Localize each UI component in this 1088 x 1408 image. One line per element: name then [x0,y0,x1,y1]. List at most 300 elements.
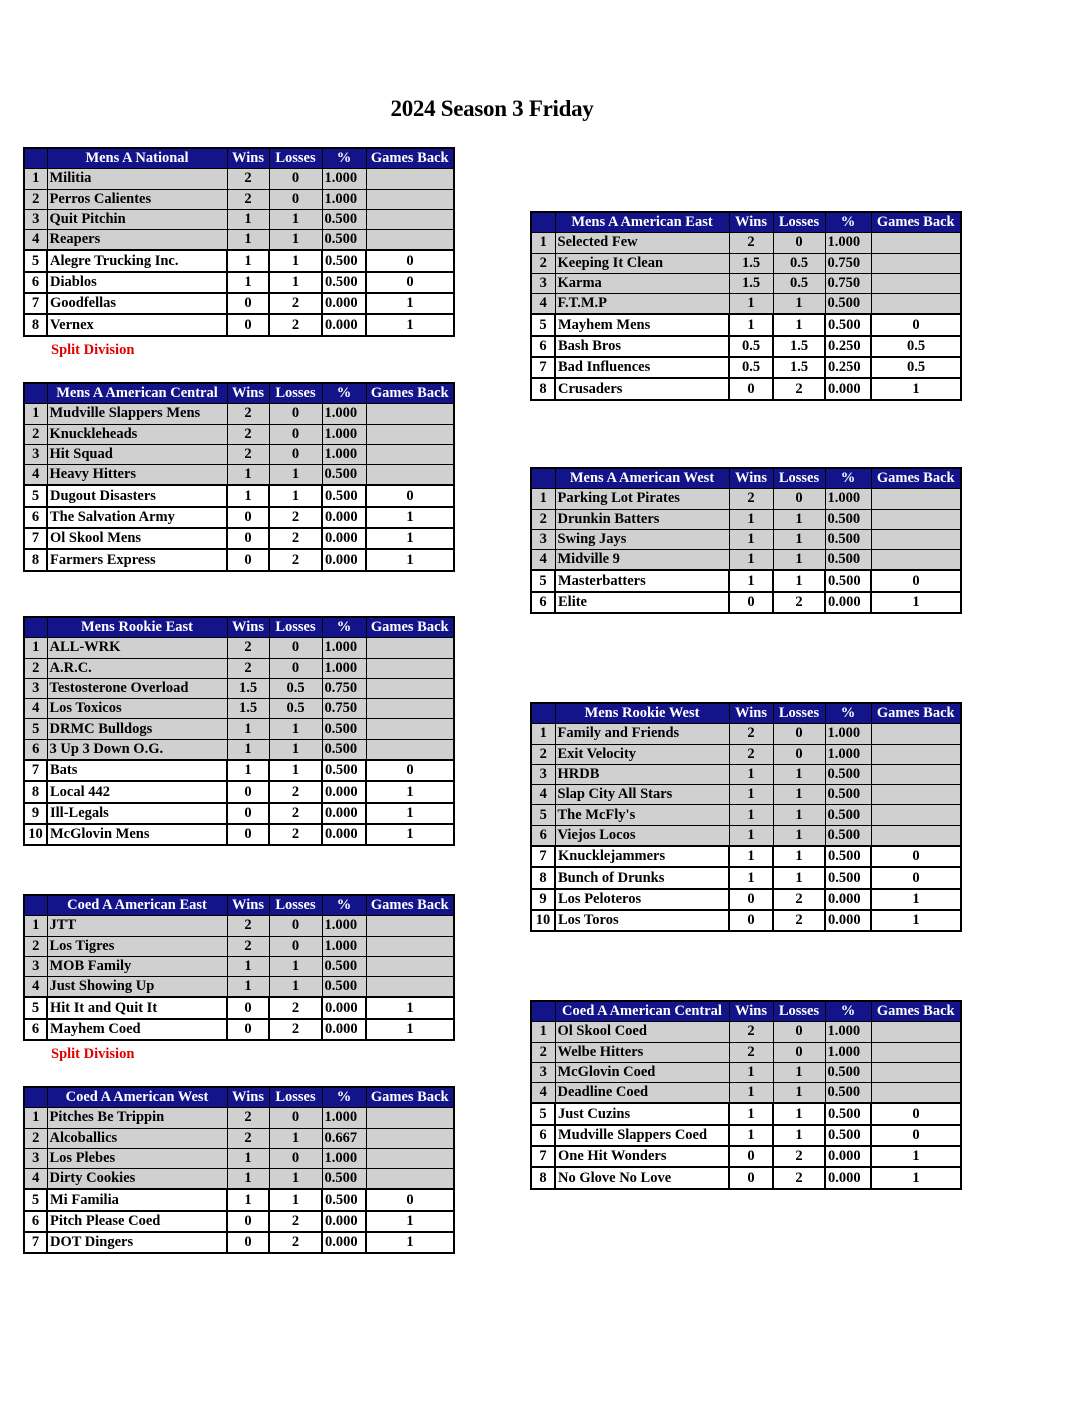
team-losses: 1 [773,529,825,549]
team-pct: 0.500 [825,867,871,888]
team-games-back [366,678,454,698]
team-losses: 1 [269,209,322,229]
team-rank: 8 [24,314,47,335]
rank-header [531,468,555,489]
team-pct: 0.500 [322,485,366,506]
team-pct: 0.250 [825,357,871,378]
team-name: Elite [555,592,729,613]
team-losses: 0.5 [773,253,825,273]
games-back-header: Games Back [366,148,454,169]
team-row [531,253,961,273]
standings-table [530,1000,962,1190]
team-name: Los Peloteros [555,889,729,910]
team-row [24,916,454,936]
team-name: Local 442 [47,781,227,802]
team-pct: 1.000 [825,744,871,764]
team-games-back [871,805,961,825]
team-row [531,1042,961,1062]
header-row [531,1001,961,1022]
team-row [531,889,961,910]
team-losses: 1.5 [773,357,825,378]
team-games-back: 1 [366,997,454,1018]
team-row [531,336,961,357]
team-row [24,1148,454,1168]
team-row [24,678,454,698]
team-games-back [366,638,454,658]
team-wins: 1 [227,1189,269,1210]
team-pct: 1.000 [825,489,871,509]
team-rank: 9 [24,803,47,824]
team-name: Testosterone Overload [47,678,227,698]
team-losses: 1 [269,719,322,739]
team-row [531,1125,961,1146]
team-name: Family and Friends [555,724,729,744]
team-row [531,509,961,529]
team-wins: 0 [227,781,269,802]
team-row [24,1128,454,1148]
team-wins: 1 [729,529,773,549]
team-pct: 0.500 [825,764,871,784]
team-losses: 2 [773,1146,825,1167]
team-pct: 0.000 [322,314,366,335]
team-pct: 0.500 [825,294,871,315]
team-losses: 1 [269,465,322,486]
team-rank: 5 [531,805,555,825]
team-rank: 4 [531,1083,555,1104]
team-losses: 2 [269,1211,322,1232]
team-wins: 1 [729,805,773,825]
team-row [531,785,961,805]
team-pct: 1.000 [322,444,366,464]
team-games-back [366,977,454,998]
wins-header: Wins [227,895,269,916]
team-pct: 1.000 [322,1108,366,1128]
wins-header: Wins [729,1001,773,1022]
rank-header [24,383,47,404]
team-games-back [871,529,961,549]
rank-header [24,148,47,169]
team-games-back [366,936,454,956]
team-pct: 0.500 [825,509,871,529]
team-rank: 10 [531,910,555,931]
team-games-back [366,404,454,424]
team-pct: 0.000 [322,507,366,528]
team-name: Quit Pitchin [47,209,227,229]
team-rank: 3 [24,956,47,976]
team-name: Perros Calientes [47,189,227,209]
team-wins: 1 [227,1169,269,1190]
team-wins: 2 [227,658,269,678]
team-pct: 0.500 [322,739,366,760]
team-pct: 0.750 [825,253,871,273]
team-pct: 1.000 [322,658,366,678]
team-games-back [366,209,454,229]
team-rank: 9 [531,889,555,910]
losses-header: Losses [773,468,825,489]
team-row [531,910,961,931]
team-name: No Glove No Love [555,1167,729,1188]
team-pct: 0.500 [322,230,366,251]
team-rank: 7 [531,1146,555,1167]
team-row [24,936,454,956]
team-rank: 1 [24,638,47,658]
team-wins: 2 [227,936,269,956]
team-losses: 2 [773,1167,825,1188]
team-wins: 1 [227,719,269,739]
team-name: JTT [47,916,227,936]
team-wins: 1 [227,1148,269,1168]
team-games-back: 1 [366,293,454,314]
header-row [24,617,454,638]
team-wins: 1 [729,1125,773,1146]
team-name: Diablos [47,272,227,293]
team-rank: 6 [24,1211,47,1232]
team-row [531,550,961,571]
team-losses: 2 [269,314,322,335]
team-rank: 6 [24,739,47,760]
rank-header [24,617,47,638]
team-name: Karma [555,273,729,293]
team-rank: 8 [24,781,47,802]
team-wins: 2 [227,404,269,424]
team-wins: 1 [227,739,269,760]
team-row [24,507,454,528]
team-rank: 3 [531,529,555,549]
losses-header: Losses [269,383,322,404]
team-games-back [871,1022,961,1042]
team-row [24,250,454,271]
losses-header: Losses [773,1001,825,1022]
rank-header [24,1087,47,1108]
pct-header: % [322,617,366,638]
wins-header: Wins [729,212,773,233]
team-pct: 1.000 [322,424,366,444]
team-losses: 1 [269,272,322,293]
team-name: Hit Squad [47,444,227,464]
standings-table [530,211,962,401]
team-games-back [871,785,961,805]
team-games-back: 1 [366,1019,454,1040]
team-wins: 2 [227,1108,269,1128]
team-wins: 1 [227,230,269,251]
wins-header: Wins [227,1087,269,1108]
rank-header [24,895,47,916]
team-row [531,592,961,613]
header-row [531,212,961,233]
team-pct: 1.000 [825,724,871,744]
team-losses: 2 [773,910,825,931]
team-games-back: 0 [871,314,961,335]
team-rank: 7 [24,528,47,549]
team-pct: 0.000 [825,592,871,613]
team-games-back [366,1128,454,1148]
team-games-back [366,444,454,464]
team-name: Goodfellas [47,293,227,314]
team-pct: 0.500 [825,550,871,571]
pct-header: % [825,1001,871,1022]
team-row [24,760,454,781]
team-games-back: 0 [366,1189,454,1210]
team-games-back [366,189,454,209]
team-games-back: 1 [366,507,454,528]
team-pct: 0.500 [825,529,871,549]
team-row [24,189,454,209]
team-pct: 0.000 [322,293,366,314]
team-row [24,1211,454,1232]
team-losses: 0.5 [269,678,322,698]
division-title: Mens A American Central [47,383,227,404]
team-wins: 0 [227,1232,269,1253]
team-wins: 1 [729,314,773,335]
team-games-back [366,658,454,678]
team-row [24,169,454,189]
team-row [24,803,454,824]
team-rank: 2 [24,936,47,956]
team-row [24,549,454,570]
pct-header: % [322,148,366,169]
header-row [531,703,961,724]
team-rank: 1 [24,916,47,936]
team-name: Alcoballics [47,1128,227,1148]
team-name: McGlovin Mens [47,824,227,845]
team-games-back: 1 [366,314,454,335]
team-row [531,570,961,591]
team-games-back [871,1083,961,1104]
team-wins: 1 [729,570,773,591]
team-wins: 0 [227,293,269,314]
team-row [531,825,961,846]
team-losses: 0 [269,169,322,189]
wins-header: Wins [227,383,269,404]
team-rank: 6 [24,272,47,293]
games-back-header: Games Back [871,468,961,489]
games-back-header: Games Back [871,1001,961,1022]
rank-header [531,1001,555,1022]
team-games-back: 0 [366,250,454,271]
team-wins: 2 [729,744,773,764]
losses-header: Losses [773,703,825,724]
team-name: Dirty Cookies [47,1169,227,1190]
team-name: Bats [47,760,227,781]
team-losses: 2 [269,549,322,570]
pct-header: % [322,1087,366,1108]
team-row [24,230,454,251]
team-losses: 1 [773,314,825,335]
team-wins: 2 [227,444,269,464]
team-row [24,977,454,998]
team-name: Midville 9 [555,550,729,571]
team-wins: 1 [227,977,269,998]
team-rank: 5 [531,570,555,591]
team-wins: 0 [227,528,269,549]
team-wins: 2 [227,424,269,444]
team-pct: 0.500 [322,465,366,486]
team-rank: 4 [24,977,47,998]
team-rank: 3 [24,1148,47,1168]
wins-header: Wins [227,617,269,638]
team-rank: 1 [531,724,555,744]
team-row [531,1146,961,1167]
team-wins: 0 [729,378,773,399]
team-rank: 5 [24,997,47,1018]
wins-header: Wins [227,148,269,169]
pct-header: % [322,895,366,916]
team-pct: 0.000 [322,1232,366,1253]
team-games-back [366,169,454,189]
team-rank: 7 [24,760,47,781]
team-wins: 1 [729,825,773,846]
team-row [24,1169,454,1190]
team-row [531,357,961,378]
team-rank: 7 [531,357,555,378]
team-wins: 0 [729,910,773,931]
team-games-back: 1 [366,1232,454,1253]
team-wins: 1 [227,760,269,781]
team-rank: 2 [531,509,555,529]
team-games-back: 0 [871,570,961,591]
header-row [24,1087,454,1108]
team-wins: 1 [729,785,773,805]
team-row [24,272,454,293]
team-name: Crusaders [555,378,729,399]
team-name: HRDB [555,764,729,784]
team-wins: 1.5 [729,253,773,273]
team-row [531,1167,961,1188]
team-games-back [871,764,961,784]
team-losses: 0 [773,744,825,764]
team-rank: 5 [24,485,47,506]
team-name: The McFly's [555,805,729,825]
team-wins: 1 [227,465,269,486]
team-wins: 0 [227,824,269,845]
wins-header: Wins [729,703,773,724]
team-losses: 1 [269,739,322,760]
team-name: DRMC Bulldogs [47,719,227,739]
team-rank: 1 [24,1108,47,1128]
team-pct: 0.000 [322,824,366,845]
team-pct: 0.000 [825,1146,871,1167]
team-pct: 0.500 [322,977,366,998]
team-losses: 0 [773,724,825,744]
team-wins: 0 [227,314,269,335]
team-pct: 0.000 [322,997,366,1018]
team-row [24,404,454,424]
team-games-back: 0 [871,1125,961,1146]
team-name: Bunch of Drunks [555,867,729,888]
team-row [24,465,454,486]
team-name: Los Toxicos [47,699,227,719]
team-row [531,314,961,335]
team-pct: 1.000 [322,169,366,189]
team-games-back [366,699,454,719]
team-row [24,997,454,1018]
team-pct: 0.500 [825,1062,871,1082]
team-wins: 0 [227,997,269,1018]
team-losses: 1 [269,1128,322,1148]
team-rank: 1 [24,404,47,424]
team-games-back [366,465,454,486]
team-wins: 1.5 [227,699,269,719]
standings-table [530,467,962,614]
team-pct: 0.000 [322,528,366,549]
division-title: Mens A American East [555,212,729,233]
team-name: Mayhem Coed [47,1019,227,1040]
team-row [24,293,454,314]
team-rank: 5 [24,250,47,271]
team-games-back: 1 [871,592,961,613]
team-wins: 2 [227,169,269,189]
team-losses: 2 [269,528,322,549]
team-wins: 2 [729,489,773,509]
team-losses: 0.5 [773,273,825,293]
team-name: One Hit Wonders [555,1146,729,1167]
team-losses: 1 [269,956,322,976]
team-wins: 0 [729,889,773,910]
team-name: Parking Lot Pirates [555,489,729,509]
team-pct: 1.000 [322,189,366,209]
pct-header: % [825,468,871,489]
division-title: Coed A American East [47,895,227,916]
team-name: Exit Velocity [555,744,729,764]
team-rank: 2 [24,1128,47,1148]
team-losses: 0 [269,1108,322,1128]
team-wins: 0.5 [729,336,773,357]
division-title: Mens Rookie East [47,617,227,638]
team-row [531,1062,961,1082]
team-games-back [871,253,961,273]
standings-table [23,147,455,337]
team-games-back [871,489,961,509]
team-games-back [366,1148,454,1168]
team-rank: 6 [531,825,555,846]
team-losses: 1 [269,1169,322,1190]
team-name: A.R.C. [47,658,227,678]
team-games-back [871,825,961,846]
team-games-back [366,956,454,976]
team-rank: 4 [24,1169,47,1190]
team-games-back: 1 [366,781,454,802]
team-losses: 0 [269,189,322,209]
team-wins: 2 [729,233,773,253]
team-name: Dugout Disasters [47,485,227,506]
team-name: Knuckleheads [47,424,227,444]
team-name: Viejos Locos [555,825,729,846]
team-pct: 1.000 [825,233,871,253]
team-wins: 0.5 [729,357,773,378]
team-name: Mi Familia [47,1189,227,1210]
team-rank: 8 [531,378,555,399]
division-title: Mens Rookie West [555,703,729,724]
team-losses: 0 [269,638,322,658]
team-losses: 0 [773,1022,825,1042]
losses-header: Losses [269,148,322,169]
team-row [531,233,961,253]
team-losses: 0 [269,404,322,424]
team-rank: 5 [24,719,47,739]
team-row [24,1019,454,1040]
team-losses: 0 [773,233,825,253]
team-games-back [871,724,961,744]
team-pct: 1.000 [322,638,366,658]
team-rank: 3 [531,764,555,784]
team-rank: 4 [24,230,47,251]
team-games-back [871,744,961,764]
team-games-back: 0 [366,272,454,293]
standings-table [23,1086,455,1254]
division-title: Mens A National [47,148,227,169]
team-games-back: 0 [366,760,454,781]
team-rank: 3 [531,1062,555,1082]
